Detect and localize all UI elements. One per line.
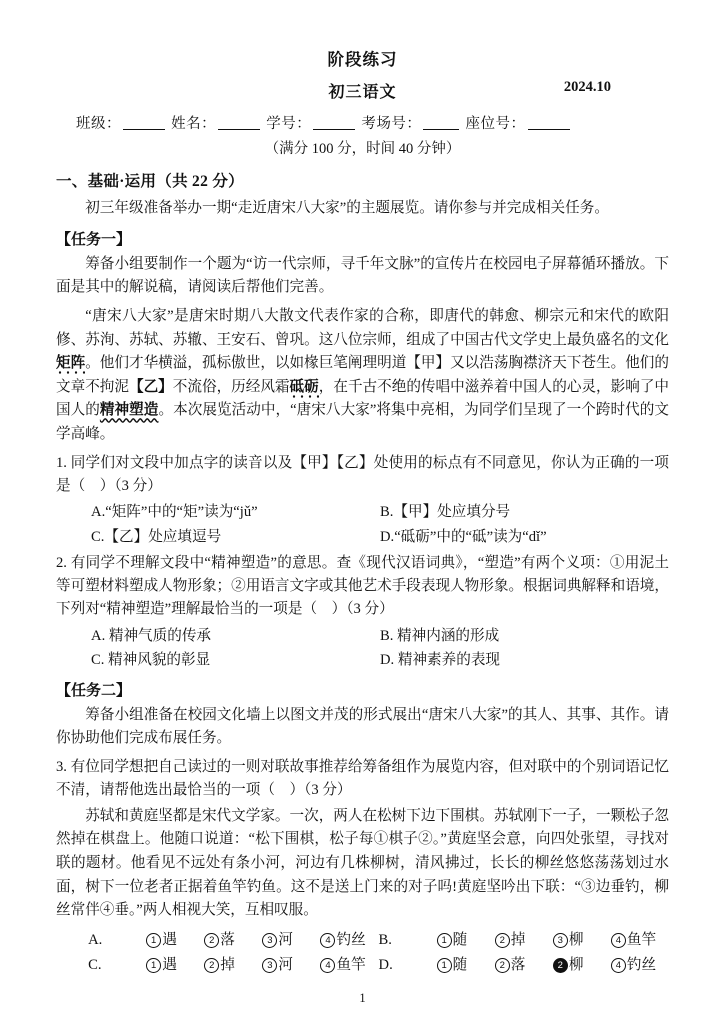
q3-c-text-4: 鱼竿 xyxy=(336,956,366,973)
student-info-row xyxy=(56,112,669,133)
q3-c-text-2: 掉 xyxy=(220,956,235,973)
subject-label: 初三语文 xyxy=(328,84,397,101)
q3-b-text-4: 鱼竿 xyxy=(626,931,657,948)
q2-option-c[interactable]: C. 精神风貌的彰显 xyxy=(91,651,211,668)
task-one-desc: 筹备小组要制作一个题为“访一代宗师，寻千年文脉”的宣传片在校园电子屏幕循环播放。下面是其中的解说稿，请阅读后帮他们完善。 xyxy=(56,255,669,296)
q3-a-label: A. xyxy=(88,931,103,948)
q3-c-label: C. xyxy=(88,956,102,973)
q3-d-item-2 xyxy=(495,953,553,978)
passage-emph-jingshen-suzao: 精神塑造 xyxy=(99,402,159,419)
exam-date: 2024.10 xyxy=(563,79,611,95)
q3-d-text-1: 随 xyxy=(452,956,468,973)
seat-label: 座位号： xyxy=(465,116,526,132)
circle-num: 1 xyxy=(146,933,161,948)
circle-num: 2 xyxy=(495,933,510,948)
circle-num: 1 xyxy=(437,958,452,973)
circle-num-filled: 2 xyxy=(553,958,568,973)
circle-num: 4 xyxy=(611,958,626,973)
circle-num: 3 xyxy=(553,933,568,948)
section-heading: 一、基础·运用（共 22 分） xyxy=(56,173,244,190)
passage-emph-dili: 砥砺 xyxy=(289,378,319,395)
q3-b-item-4 xyxy=(611,928,669,953)
section-intro: 初三年级准备举办一期“走近唐宋八大家”的主题展览。请你参与并完成相关任务。 xyxy=(85,200,609,216)
task-one-passage xyxy=(56,305,669,447)
passage-part-5: ，在千古不绝的传唱中滋养着中国人的心灵，影响了中国人的 xyxy=(56,378,670,419)
passage-emph-juzhen: 矩阵 xyxy=(56,355,86,372)
q3-b-text-1: 随 xyxy=(452,931,468,948)
question-3-story: 苏轼和黄庭坚都是宋代文学家。一次，两人在松树下边下围棋。苏轼刚下一子，一颗松子忽然掉在棋盘上。他随口说道：“松下围棋，松子每①棋子②。”黄庭坚会意，向四处张望，寻找对联的题材。他看见不远处有条小河，河边有几株柳树，清风拂过，长长的柳丝悠悠荡荡划过水面，树下一位老者正据着鱼竿钓鱼。这不是送上门来的对子吗!黄庭坚吟出下联：“③边垂钓，柳丝常伴④垂。”两人相视大笑，互相叹服。 xyxy=(56,807,669,919)
name-label: 姓名： xyxy=(171,116,217,132)
q3-a-text-3: 河 xyxy=(278,931,293,948)
circle-num: 3 xyxy=(262,933,277,948)
subject-row xyxy=(56,79,669,102)
q3-d-item-1 xyxy=(437,953,495,978)
q3-d-text-3: 柳 xyxy=(568,956,584,973)
q3-d-text-4: 钓丝 xyxy=(626,956,657,973)
seat-blank[interactable] xyxy=(528,114,570,130)
exam-room-label: 考场号： xyxy=(361,116,422,132)
passage-part-1: “唐宋八大家”是唐宋时期八大散文代表作家的合称，即唐代的韩愈、柳宗元和宋代的欧阳修、苏洵、苏轼、苏辙、王安石、曾巩。这八位宗师，组成了中国古代文学史上最负盛名的文化 xyxy=(56,307,669,348)
q3-answer-row-1 xyxy=(56,928,669,953)
q3-b-text-3: 柳 xyxy=(568,931,584,948)
circle-num: 1 xyxy=(146,958,161,973)
class-label: 班级： xyxy=(76,116,121,132)
q3-option-a[interactable] xyxy=(88,928,378,953)
q3-c-text-1: 遇 xyxy=(162,956,177,973)
q2-option-a[interactable]: A. 精神气质的传承 xyxy=(91,627,212,644)
task-two-desc: 筹备小组准备在校园文化墙上以图文并茂的形式展出“唐宋八大家”的其人、其事、其作。请你协助他们完成布展任务。 xyxy=(56,706,669,747)
q3-a-text-2: 落 xyxy=(220,931,235,948)
score-note: （满分 100 分，时间 40 分钟） xyxy=(264,141,461,157)
q3-answer-row-2 xyxy=(56,953,669,978)
q3-option-c[interactable] xyxy=(88,953,378,978)
question-3-stem: 3. 有位同学想把自己读过的一则对联故事推荐给筹备组作为展览内容，但对联中的个别词语记忆不清，请帮他选出最恰当的一项（ ）（3 分） xyxy=(56,759,669,799)
q1-option-c[interactable]: C.【乙】处应填逗号 xyxy=(91,528,222,545)
q3-b-item-1 xyxy=(437,928,495,953)
q2-option-b[interactable]: B. 精神内涵的形成 xyxy=(380,627,500,644)
q1-option-d[interactable]: D.“砥砺”中的“砥”读为“dǐ” xyxy=(380,528,547,545)
q3-c-item-1 xyxy=(146,953,204,978)
circle-num: 4 xyxy=(320,958,335,973)
circle-num: 3 xyxy=(262,958,277,973)
passage-part-4: 不流俗，历经风霜 xyxy=(172,378,290,395)
q3-d-text-2: 落 xyxy=(510,956,526,973)
page-number: 1 xyxy=(359,991,366,1005)
circle-num: 2 xyxy=(204,958,219,973)
passage-bracket-yi: 【乙】 xyxy=(128,378,173,395)
q3-option-d[interactable] xyxy=(379,953,669,978)
q3-c-item-4 xyxy=(320,953,378,978)
circle-num: 4 xyxy=(611,933,626,948)
q3-d-item-4 xyxy=(611,953,669,978)
q3-c-item-2 xyxy=(204,953,262,978)
task-two-label: 【任务二】 xyxy=(56,682,132,699)
question-1-stem: 1. 同学们对文段中加点字的读音以及【甲】【乙】处使用的标点有不同意见，你认为正确的一项是（ ）（3 分） xyxy=(56,454,669,495)
q3-a-item-3 xyxy=(262,928,320,953)
q3-b-item-3 xyxy=(553,928,611,953)
q3-b-item-2 xyxy=(495,928,553,953)
question-2-stem: 2. 有同学不理解文段中“精神塑造”的意思。查《现代汉语词典》，“塑造”有两个义项：①用泥土等可塑材料塑成人物形象；②用语言文字或其他艺术手段表现人物形象。根据词典解释和语境，下列对“精神塑造”理解最恰当的一项是（ ）（3 分） xyxy=(56,554,669,618)
circle-num: 2 xyxy=(204,933,219,948)
exam-room-blank[interactable] xyxy=(423,114,459,130)
q1-option-b[interactable]: B.【甲】处应填分号 xyxy=(380,504,511,521)
q3-c-text-3: 河 xyxy=(278,956,293,973)
q3-d-item-3 xyxy=(553,953,611,978)
circle-num: 2 xyxy=(495,958,510,973)
question-2-options xyxy=(56,624,669,648)
q3-a-item-4 xyxy=(320,928,378,953)
q3-c-item-3 xyxy=(262,953,320,978)
student-id-blank[interactable] xyxy=(313,114,355,130)
question-1-options-2 xyxy=(56,525,669,549)
q3-b-text-2: 掉 xyxy=(510,931,526,948)
name-blank[interactable] xyxy=(218,114,260,130)
class-blank[interactable] xyxy=(123,114,165,130)
q3-a-text-1: 遇 xyxy=(162,931,177,948)
q2-option-d[interactable]: D. 精神素养的表现 xyxy=(380,651,501,668)
q3-option-b[interactable] xyxy=(379,928,669,953)
q3-d-label: D. xyxy=(378,956,393,973)
student-id-label: 学号： xyxy=(266,116,312,132)
question-2-options-2 xyxy=(56,648,669,672)
q1-option-a[interactable]: A.“矩阵”中的“矩”读为“jǔ” xyxy=(91,504,258,521)
question-1-options xyxy=(56,500,669,524)
page-title: 阶段练习 xyxy=(327,50,398,69)
q3-a-text-4: 钓丝 xyxy=(336,931,366,948)
passage-part-6: 。本次展览活动中，“唐宋八大家”将集中亮相，为同学们呈现了一个跨时代的文学高峰。 xyxy=(56,402,669,443)
task-one-label: 【任务一】 xyxy=(56,231,132,248)
q3-b-label: B. xyxy=(378,931,392,948)
circle-num: 1 xyxy=(437,933,452,948)
passage-part-2: 。他们才华横溢，孤标傲世，以如椽巨笔阐理明道【甲】又以浩荡胸襟济天下苍生。他们的文章不拘泥 xyxy=(56,355,669,395)
q3-a-item-1 xyxy=(146,928,204,953)
circle-num: 4 xyxy=(320,933,335,948)
q3-a-item-2 xyxy=(204,928,262,953)
